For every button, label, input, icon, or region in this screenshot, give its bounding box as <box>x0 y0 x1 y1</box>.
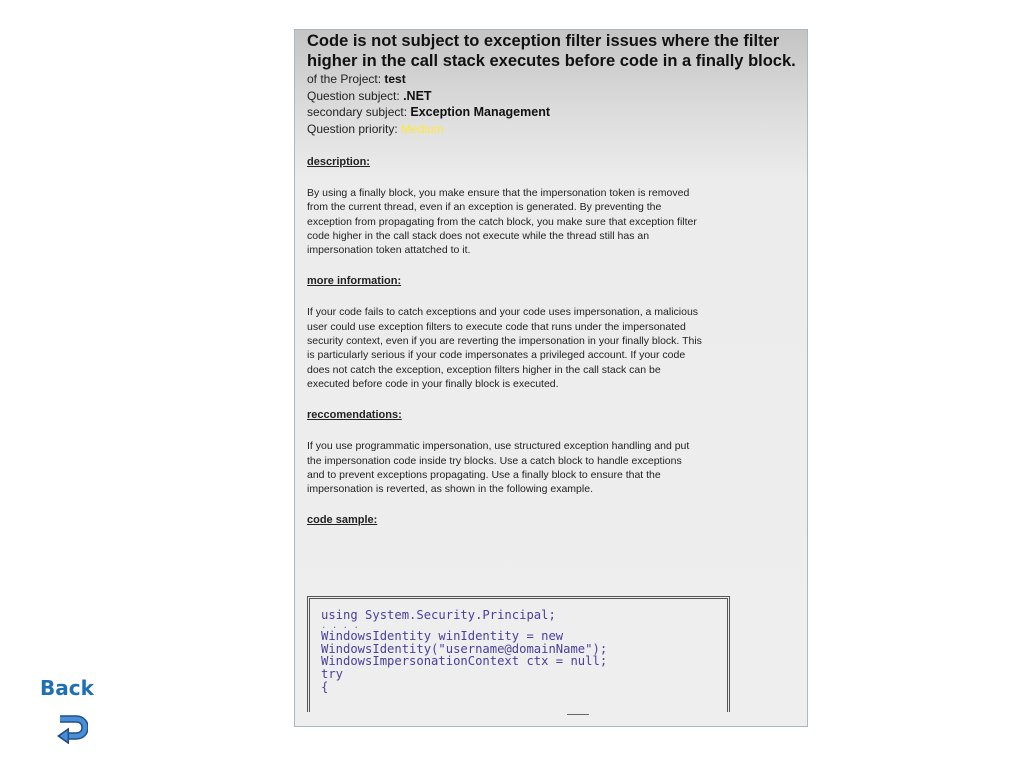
secondary-subject-row <box>307 104 797 121</box>
code-line: WindowsIdentity winIdentity = new <box>321 628 564 643</box>
code-line: using System.Security.Principal; <box>321 608 556 622</box>
project-row <box>307 71 797 88</box>
scrollbar-thumb[interactable] <box>567 714 589 715</box>
project-value: test <box>384 72 406 86</box>
curved-return-arrow-icon[interactable] <box>54 714 88 744</box>
code-line: WindowsIdentity("username@domainName"); <box>321 641 608 656</box>
code-line: WindowsImpersonationContext ctx = null; <box>321 654 608 669</box>
code-sample-heading: code sample: <box>307 514 378 527</box>
article-panel <box>294 29 808 727</box>
secondary-subject-label: secondary subject: <box>307 105 411 119</box>
code-line: { <box>321 679 329 694</box>
description-text: By using a finally block, you make ensure that the impersonation token is removed from the current thread, even if an exception is generated. By preventing the exception from propagating from the catch block, you make sure that exception filter code higher in the call stack does not execute while the thread still has an impersonation token attatched to it. <box>307 187 697 257</box>
article-title: Code is not subject to exception filter issues where the filter higher in the call stack executes before code in a finally block. <box>307 32 796 70</box>
project-label: of the Project: <box>307 72 385 86</box>
article-content <box>307 31 797 544</box>
subject-row <box>307 88 797 105</box>
code-ellipsis: . . . . <box>321 620 359 631</box>
recommendations-heading: reccomendations: <box>307 409 402 422</box>
priority-label: Question priority: <box>307 121 402 136</box>
more-information-text: If your code fails to catch exceptions and your code uses impersonation, a malicious user could use exception filters to execute code that runs under the impersonated security context, even if you are reverting the impersonation in your finally block. This is particularly serious if your code impersonates a privileged account. If your code does not catch the exception, exception filters higher in the call stack can be executed before code in your finally block is executed. <box>307 306 702 390</box>
more-information-heading: more information: <box>307 275 402 288</box>
code-sample-text <box>310 599 727 694</box>
priority-value: Medium <box>401 121 444 136</box>
return-arrow-svg <box>54 714 88 744</box>
priority-row <box>307 121 797 138</box>
subject-value: .NET <box>403 88 432 103</box>
horizontal-scrollbar[interactable] <box>295 712 807 726</box>
subject-label: Question subject: <box>307 88 404 103</box>
code-sample-box[interactable] <box>307 596 730 727</box>
description-heading: description: <box>307 156 370 168</box>
back-link[interactable]: Back <box>40 676 94 700</box>
recommendations-text: If you use programmatic impersonation, use structured exception handling and put the impersonation code inside try blocks. Use a catch block to handle exceptions and to prevent exceptions propagating. Use a finally block to ensure that the impersonation is reverted, as shown in the following example. <box>307 440 690 496</box>
secondary-subject-value: Exception Management <box>410 105 551 119</box>
article-meta <box>307 71 797 137</box>
code-line: try <box>321 667 344 682</box>
